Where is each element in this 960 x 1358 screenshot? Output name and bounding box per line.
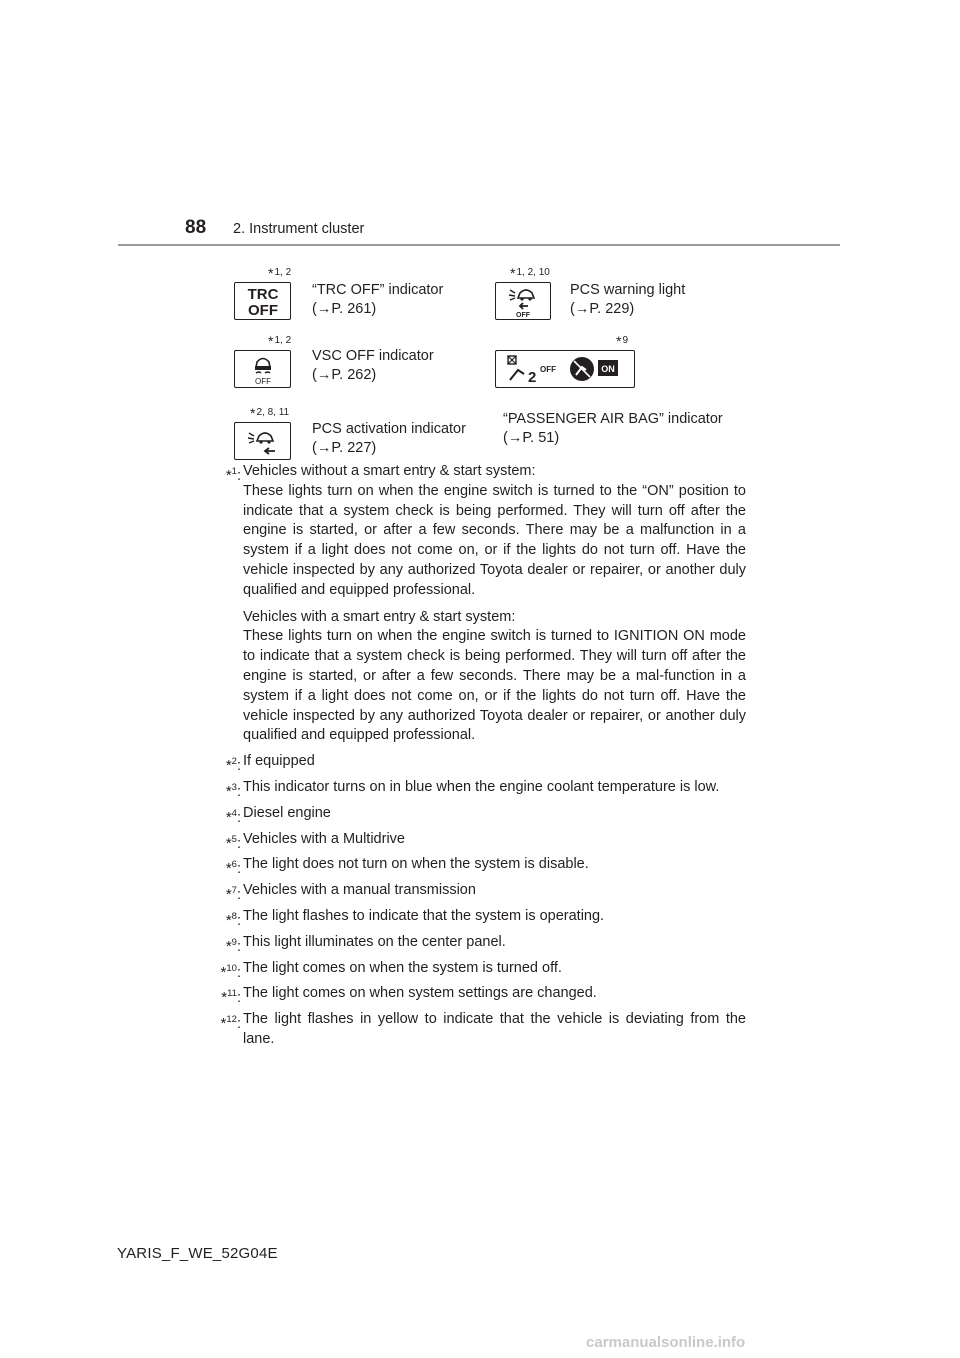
pcs-activation-page-ref: (→P. 227) [312, 440, 377, 456]
footnote-text: The light comes on when the system is turned off. [243, 959, 562, 976]
pcs-activation-footnote-ref: *2, 8, 11 [250, 405, 290, 421]
footnote-item [200, 907, 746, 927]
passenger-airbag-description [503, 410, 723, 448]
pcs-warning-page-ref: (→P. 229) [570, 301, 635, 317]
footnote-text: This light illuminates on the center panel. [243, 933, 506, 950]
footnote-marker: *$^2$: [225, 756, 241, 775]
footnote-text: The light comes on when system settings are changed. [243, 985, 597, 1002]
vsc-off-description [312, 347, 434, 385]
footnote-marker: *$^{12}$: [220, 1014, 241, 1033]
footnote-marker: *$^3$: [225, 781, 241, 800]
footnote-marker: *$^6$: [225, 859, 241, 878]
pcs-warning-description [570, 281, 685, 319]
footnote-item [200, 984, 746, 1007]
footnote-text: Vehicles without a smart entry & start system: These lights turn on when the engine switch is turned to the “ON” position to indicate that a system check is being performed. They will turn off after the engine is started, or after a few seconds. There may be a malfunction in a system if a light does not come on, or if the lights do not turn off. Have the vehicle inspected by any authorized Toyota dealer or repairer, or another duly qualified and equipped professional. [243, 463, 746, 598]
footnote-item [200, 778, 746, 798]
vsc-off-page-ref: (→P. 262) [312, 367, 377, 383]
trc-off-description [312, 281, 443, 319]
footnote-text: The light flashes in yellow to indicate that the vehicle is deviating from the lane. [243, 1011, 746, 1047]
footnotes [200, 462, 746, 1050]
vsc-off-icon-text: OFF [254, 377, 271, 386]
footnote-marker: *$^5$: [225, 833, 241, 852]
trc-off-page-ref: (→P. 261) [312, 301, 377, 317]
footnote-marker: *$^4$: [225, 807, 241, 826]
footnote-text: Vehicles with a Multidrive [243, 830, 405, 847]
footnote-marker: *$^7$: [225, 885, 241, 904]
footnote-text: This indicator turns on in blue when the engine coolant temperature is low. [243, 778, 720, 795]
passenger-airbag-footnote-ref: *9 [616, 333, 629, 349]
pcs-activation-label: PCS activation indicator [312, 421, 466, 437]
page-number: 88 [185, 217, 207, 238]
vsc-off-label: VSC OFF indicator [312, 348, 434, 364]
trc-off-footnote-ref: *1, 2 [268, 265, 292, 281]
passenger-airbag-icon-num: 2 [528, 369, 537, 386]
footnote-text: Diesel engine [243, 804, 331, 821]
footnote-marker: *$^1$: [225, 466, 241, 484]
footnote-text: If equipped [243, 753, 315, 770]
chapter-title: 2. Instrument cluster [233, 221, 365, 237]
footnote-item [200, 881, 746, 904]
trc-off-label: “TRC OFF” indicator [312, 282, 444, 298]
footnote-item [200, 959, 746, 979]
watermark: carmanualsonline.info [586, 1334, 746, 1351]
footnote-text: Vehicles with a manual transmission [243, 882, 476, 899]
passenger-airbag-page-ref: (→P. 51) [503, 430, 560, 446]
passenger-airbag-label: “PASSENGER AIR BAG” indicator [503, 411, 723, 427]
footnote-item [200, 855, 746, 878]
footnote-item [200, 752, 746, 775]
header-divider [118, 244, 840, 246]
footnote-marker: *$^{10}$: [220, 962, 241, 981]
pcs-activation-icon [234, 422, 291, 460]
footnote-marker: *$^9$: [225, 936, 241, 955]
vsc-off-icon [234, 350, 291, 388]
pcs-activation-description [312, 420, 466, 458]
footnote-text: Vehicles with a smart entry & start system: These lights turn on when the engine switch is turned to IGNITION ON mode to indicate that a system check is being performed. They will turn off after the engine is started, or after a few seconds. There may be a mal-function in a system if a light does not come on, or if the lights do not turn off. Have the vehicle inspected by any authorized Toyota dealer or repairer, or another duly qualified and equipped professional. [243, 608, 746, 744]
passenger-airbag-icon-on: ON [601, 364, 615, 374]
footnote-text: The light does not turn on when the system is disable. [243, 856, 589, 873]
footnote-text: The light flashes to indicate that the system is operating. [243, 907, 605, 924]
footnote-item [200, 462, 746, 746]
trc-off-icon-line2: OFF [247, 302, 278, 318]
footnote-item [200, 804, 746, 824]
passenger-airbag-icon [495, 350, 635, 388]
passenger-airbag-icon-off: OFF [540, 365, 556, 374]
trc-off-icon [234, 282, 291, 320]
pcs-warning-footnote-ref: *1, 2, 10 [510, 265, 550, 281]
footnote-marker: *$^{11}$: [221, 988, 241, 1007]
footnote-marker: *$^8$: [225, 910, 241, 929]
vsc-off-footnote-ref: *1, 2 [268, 333, 292, 349]
footnote-item [200, 830, 746, 850]
document-code: YARIS_F_WE_52G04E [117, 1245, 278, 1262]
pcs-warning-label: PCS warning light [570, 282, 686, 298]
pcs-warning-icon-text: OFF [516, 312, 530, 318]
trc-off-icon-line1: TRC [247, 286, 278, 303]
footnote-item [200, 1010, 746, 1050]
pcs-warning-icon [495, 282, 551, 320]
footnote-item [200, 933, 746, 953]
